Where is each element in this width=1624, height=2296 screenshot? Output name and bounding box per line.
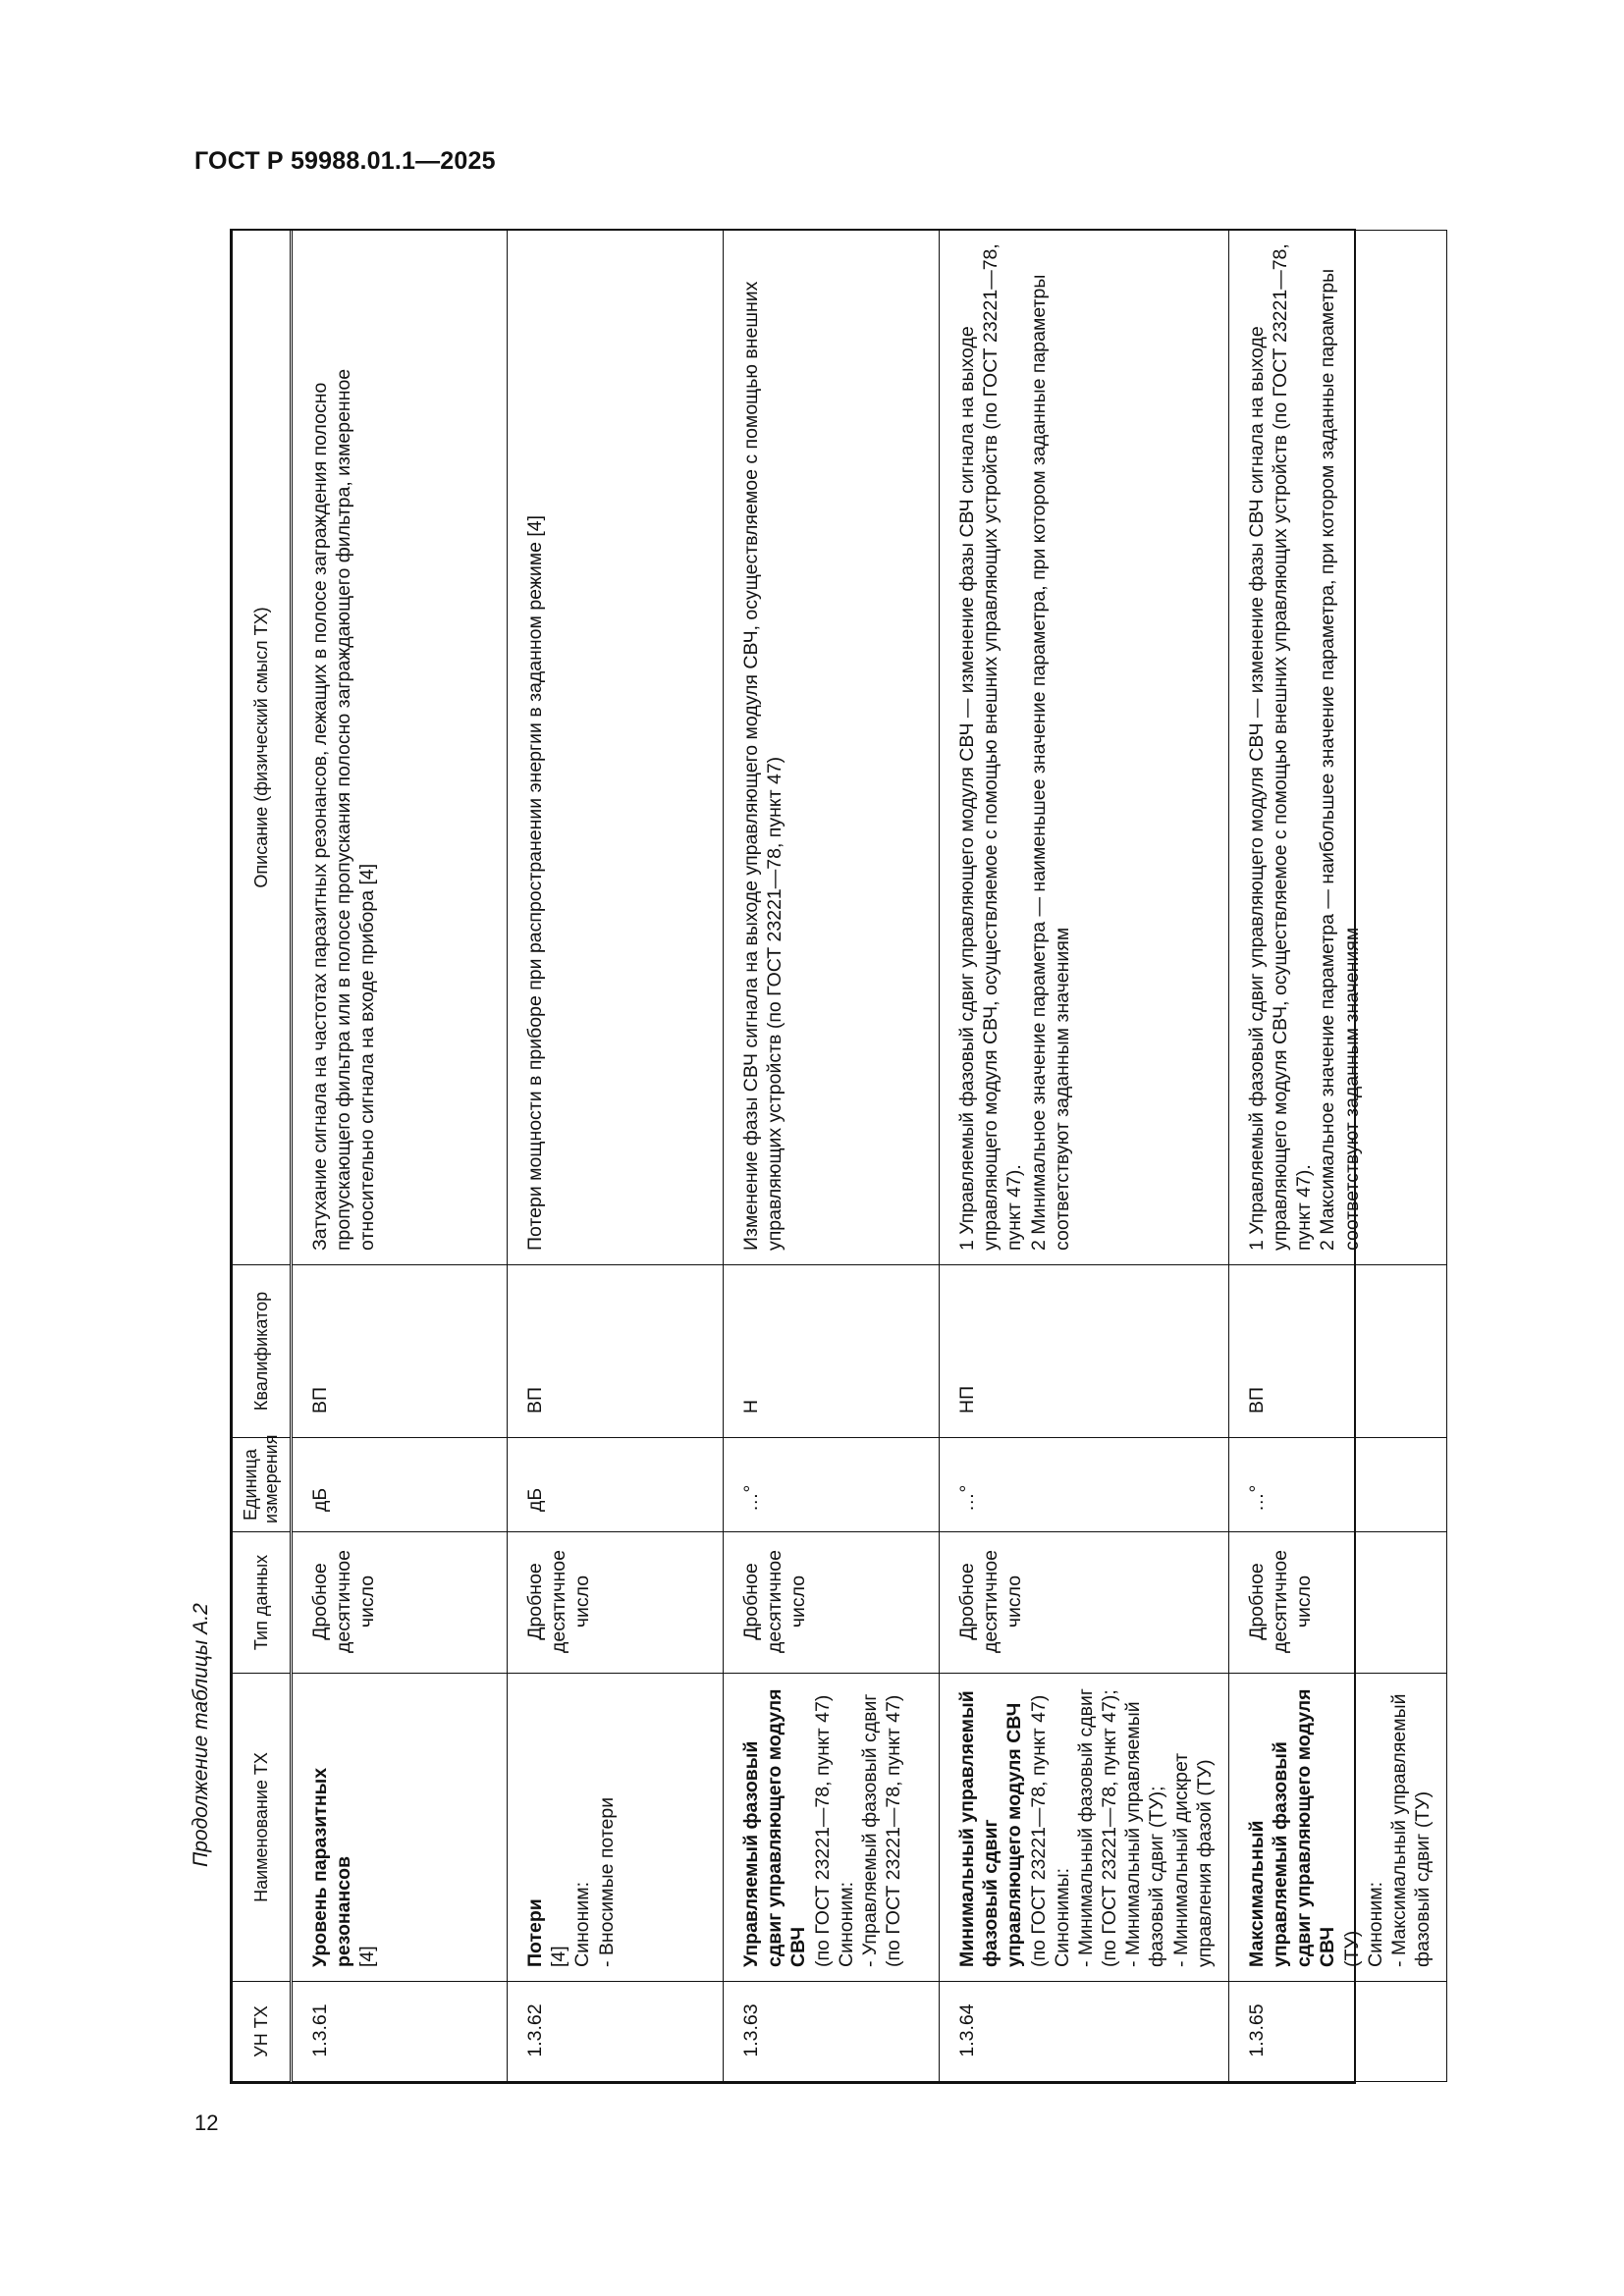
cell-id: 1.3.62 [508,1982,724,2082]
cell-description [1228,231,1446,1265]
name-detail: Синонимы: [1051,1867,1073,1967]
cell-qualifier: Н [724,1265,940,1438]
name-detail: Синоним: [835,1881,857,1967]
name-detail: [4] [356,1946,379,1967]
cell-unit: дБ [292,1438,508,1532]
name-detail: (по ГОСТ 23221—78, пункт 47) [1027,1694,1050,1967]
description-line: 2 Максимальное значение параметра — наибольшее значение параметра, при котором заданные параметры соответствуют заданным значениям [1317,268,1363,1251]
page-number: 12 [194,2110,219,2135]
cell-name [1228,1674,1446,1982]
cell-id: 1.3.65 [1228,1982,1446,2082]
cell-name [508,1674,724,1982]
cell-data-type: Дробное десятичное число [292,1532,508,1674]
cell-qualifier: ВП [292,1265,508,1438]
characteristic-name: Максимальный управляемый фазовый сдвиг управляющего модуля СВЧ [1245,1688,1339,1967]
document-header: ГОСТ Р 59988.01.1—2025 [194,147,496,175]
characteristic-name: Минимальный управляемый фазовый сдвиг управляющего модуля СВЧ [956,1690,1026,1967]
table-row [940,231,1229,2082]
table-row [1228,231,1446,2082]
table-frame [230,229,1435,2084]
table-row [724,231,940,2082]
cell-name [940,1674,1229,1982]
cell-id: 1.3.61 [292,1982,508,2082]
col-header-description: Описание (физический смысл ТХ) [233,231,292,1265]
table-header-row [233,231,292,2082]
cell-qualifier: НП [940,1265,1229,1438]
cell-data-type: Дробное десятичное число [508,1532,724,1674]
table-row [508,231,724,2082]
cell-qualifier: ВП [1228,1265,1446,1438]
cell-unit: …° [940,1438,1229,1532]
cell-data-type: Дробное десятичное число [1228,1532,1446,1674]
cell-unit: дБ [508,1438,724,1532]
cell-name [292,1674,508,1982]
name-detail: Синоним: [571,1881,594,1967]
characteristic-name: Управляемый фазовый сдвиг управляющего модуля СВЧ [740,1688,810,1967]
name-detail: - Вносимые потери [595,1796,618,1967]
cell-name [724,1674,940,1982]
cell-data-type: Дробное десятичное число [724,1532,940,1674]
characteristic-name: Уровень паразитных резонансов [309,1767,355,1967]
description-line: 2 Минимальное значение параметра — наименьшее значение параметра, при котором заданные параметры соответствуют заданным значениям [1027,274,1073,1251]
cell-data-type: Дробное десятичное число [940,1532,1229,1674]
cell-id: 1.3.64 [940,1982,1229,2082]
name-detail: - Минимальный фазовый сдвиг (по ГОСТ 23221—78, пункт 47); [1074,1687,1121,1967]
table-caption: Продолжение таблицы А.2 [189,1603,212,1867]
name-detail: - Максимальный управляемый фазовый сдвиг (ТУ) [1387,1693,1435,1967]
cell-description [940,231,1229,1265]
description-line: 1 Управляемый фазовый сдвиг управляющего модуля СВЧ — изменение фазы СВЧ сигнала на выходе управляющего модуля СВЧ, осуществляемое с помощью внешних управляющих устройств (по ГОСТ 23221—78, пункт 47). [956,243,1026,1251]
col-header-id: УН ТХ [233,1982,292,2082]
cell-description: Изменение фазы СВЧ сигнала на выходе управляющего модуля СВЧ, осуществляемое с помощью внешних управляющих устройств (по ГОСТ 23221—78, пункт 47) [724,231,940,1265]
rotated-table-container [232,231,1435,2082]
name-detail: (по ГОСТ 23221—78, пункт 47) [811,1694,834,1967]
col-header-data-type: Тип данных [233,1532,292,1674]
description-line: 1 Управляемый фазовый сдвиг управляющего модуля СВЧ — изменение фазы СВЧ сигнала на выходе управляющего модуля СВЧ, осуществляемое с помощью внешних управляющих устройств (по ГОСТ 23221—78, пункт 47). [1245,243,1316,1251]
table-row [292,231,508,2082]
name-detail: - Минимальный дискрет управления фазой (ТУ) [1169,1752,1216,1967]
cell-id: 1.3.63 [724,1982,940,2082]
name-detail: [4] [548,1946,570,1967]
name-detail: Синоним: [1364,1881,1386,1967]
cell-unit: …° [724,1438,940,1532]
cell-description: Потери мощности в приборе при распространении энергии в заданном режиме [4] [508,231,724,1265]
cell-unit: …° [1228,1438,1446,1532]
cell-qualifier: ВП [508,1265,724,1438]
characteristic-name: Потери [524,1898,546,1967]
name-detail: (ТУ) [1340,1930,1363,1967]
col-header-unit: Единица измерения [233,1438,292,1532]
col-header-qualifier: Квалификатор [233,1265,292,1438]
cell-description: Затухание сигнала на частотах паразитных резонансов, лежащих в полосе заграждения полосно пропускающего фильтра или в полосе пропускания полосно заграждающего фильтра, измеренное относительно сигнала на входе прибора [4] [292,231,508,1265]
col-header-name: Наименование ТХ [233,1674,292,1982]
name-detail: - Управляемый фазовый сдвиг (по ГОСТ 23221—78, пункт 47) [858,1693,905,1967]
name-detail: - Минимальный управляемый фазовый сдвиг (ТУ); [1122,1701,1168,1967]
characteristics-table [232,230,1447,2082]
